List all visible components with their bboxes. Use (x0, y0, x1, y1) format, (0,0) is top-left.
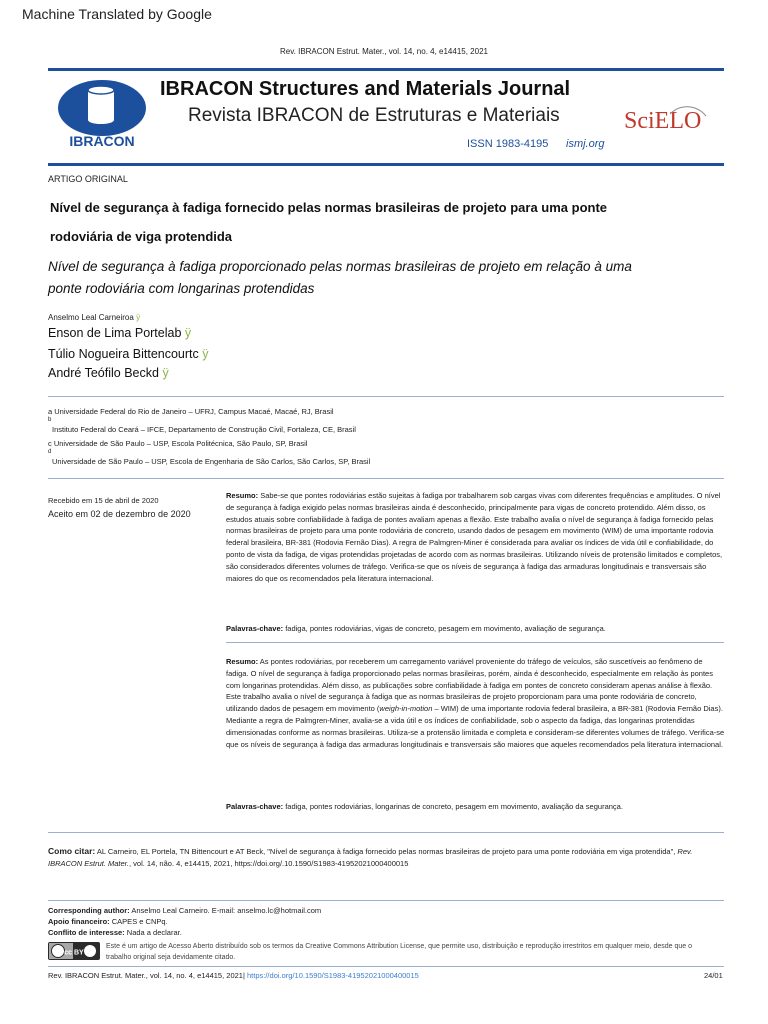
affiliation-b: Instituto Federal do Ceará – IFCE, Departamento de Construção Civil, Fortaleza, CE, Brasil (52, 425, 356, 434)
keywords-text: fadiga, pontes rodoviárias, longarinas de concreto, pesagem em movimento, avaliação da segurança. (285, 802, 623, 811)
keywords-text: fadiga, pontes rodoviárias, vigas de concreto, pesagem em movimento, avaliação de segurança. (285, 624, 606, 633)
ibracon-logo (56, 78, 148, 150)
journal-title: IBRACON Structures and Materials Journal (160, 78, 571, 100)
affiliation-d-mark: d (48, 449, 52, 455)
article-subtitle-line2: ponte rodoviária com longarinas protendidas (48, 281, 315, 296)
affiliation-b-mark: b (48, 417, 52, 423)
corresponding-author-label: Corresponding author: (48, 906, 130, 915)
how-to-cite (48, 846, 724, 869)
divider (48, 900, 724, 901)
affiliation-c: c Universidade de São Paulo – USP, Escola Politécnica, São Paulo, SP, Brasil (48, 439, 308, 448)
conflict-of-interest (48, 928, 182, 937)
journal-subtitle: Revista IBRACON de Estruturas e Materiais (188, 105, 560, 126)
creative-commons-icon[interactable] (48, 942, 100, 960)
abstract-text-emphasis: weigh-in-motion (379, 704, 433, 714)
page-footer-text: Rev. IBRACON Estrut. Mater., vol. 14, no. 4, e14415, 2021| (48, 971, 245, 980)
conflict-label: Conflito de interesse: (48, 928, 125, 937)
abstract-text-part2: – WIM) de uma importante rodovia federal brasileira, a BR-381 (Rodovia Fernão Dias). Mediante a regra de Palmgren-Miner, avalia-se a vida útil e os índices de confiabilidade, sob o aspecto da fadiga, das longarinas protendidas dimensionadas conforme as normas brasileiras. Utiliza-se a protensão limitada e completa e consideram-se diferentes volumes de tráfego. Verifica-se que os níveis de segurança à fadiga das armaduras longitudinais e transversais são maiores que aqueles recomendados pela literatura internacional. (226, 704, 725, 749)
section-label: ARTIGO ORIGINAL (48, 174, 128, 184)
abstract-label: Resumo: (226, 657, 259, 666)
divider (48, 832, 724, 833)
doi-link[interactable]: https://doi.org/10.1590/S1983-41952021000400015 (244, 971, 419, 980)
how-to-cite-text-part1: AL Carneiro, EL Portela, TN Bittencourt e AT Beck, "Nível de segurança à fadiga fornecido pelas normas brasileiras de projeto para uma ponte rodoviária em viga protendida", (96, 847, 678, 856)
license-text: Este é um artigo de Acesso Aberto distribuído sob os termos da Creative Commons Attribution License, que permite uso, distribuição e reprodução irrestritos em qualquer meio, desde que o trabalho original seja devidamente citado. (106, 943, 692, 961)
orcid-icon[interactable]: ÿ (202, 347, 209, 361)
page-footer-citation (48, 971, 419, 980)
divider (226, 642, 724, 643)
logo-wordmark: IBRACON (69, 133, 135, 149)
author-2-name: Enson de Lima Portelab (48, 326, 182, 340)
divider (48, 478, 724, 479)
abstract-label: Resumo: (226, 491, 259, 500)
journal-url-link[interactable]: ismj.org (566, 138, 605, 150)
conflict-text: Nada a declarar. (126, 928, 182, 937)
author-3 (48, 347, 209, 361)
orcid-icon[interactable]: ÿ (136, 313, 141, 322)
article-subtitle-line1: Nível de segurança à fadiga proporcionado pelas normas brasileiras de projeto em relação à uma (48, 259, 632, 274)
funding-text: CAPES e CNPq. (111, 917, 168, 926)
author-3-name: Túlio Nogueira Bittencourtc (48, 347, 199, 361)
corresponding-author-text: Anselmo Leal Carneiro. E-mail: anselmo.lc@hotmail.com (131, 906, 322, 915)
scielo-wordmark: SciELO (624, 108, 702, 134)
keywords-1 (226, 623, 726, 634)
abstract-text-part1: As pontes rodoviárias, por receberem um carregamento variável proveniente do tráfego de veículos, são suscetíveis ao fenômeno de fadiga. O nível de segurança à fadiga proporcionado pelas normas brasileiras, porém, ainda é desconhecido, especialmente em relação às pontes com longarinas protendidas. Além disso, as publicações sobre confiabilidade à fadiga em pontes de concreto consideram apenas análise à flexão. Este trabalho avalia o nível de segurança à fadiga que as normas brasileiras de projeto proporcionam para uma ponte rodoviária de concreto, utilizando dados de pesagem em movimento ( (226, 657, 713, 714)
author-4-name: André Teófilo Beckd (48, 366, 159, 380)
author-4 (48, 366, 169, 380)
how-to-cite-text-part2: , vol. 14, não. 4, e14415, 2021, https://doi.org/.10.1590/S1983-41952021000400015 (129, 858, 409, 868)
keywords-2 (226, 801, 726, 812)
affiliation-a: a Universidade Federal do Rio de Janeiro – UFRJ, Campus Macaé, Macaé, RJ, Brasil (48, 407, 334, 416)
article-title-line1: Nível de segurança à fadiga fornecido pelas normas brasileiras de projeto para uma ponte (50, 200, 608, 215)
cc-badge-text: cc BY (64, 949, 84, 957)
divider (48, 966, 724, 967)
corresponding-author (48, 906, 321, 915)
divider (48, 396, 724, 397)
how-to-cite-journal: Rev. IBRACON Estrut. Mater. (48, 847, 693, 868)
keywords-label: Palavras-chave: (226, 624, 284, 633)
author-1-name: Anselmo Leal Carneiroa (48, 313, 134, 322)
author-1 (48, 313, 140, 322)
keywords-label: Palavras-chave: (226, 802, 284, 811)
article-title (50, 193, 710, 251)
abstract-text: Sabe-se que pontes rodoviárias estão sujeitas à fadiga por trabalharem sob cargas vivas com diferentes frequências e amplitudes. O nível de segurança à fadiga exigido pelas normas brasileiras ainda é desconhecido, principalmente para vigas de concreto protendido. Além disso, os estudos atuais sobre confiabilidade à fadiga de pontes avaliam apenas a flexão. Este trabalho avalia o nível de segurança à fadiga fornecido pelas normas brasileiras de projeto para uma ponte rodoviária de concreto, usando dados de pesagem em movimento (WIM) de uma importante rodovia federal brasileira, BR-381 (Rodovia Fernão Dias). A regra de Palmgren-Miner é considerada para avaliar os índices de vida útil e confiabilidade, do ponto de vista da fadiga, de vigas protendidas projetadas de acordo com as normas brasileiras. Utilizando níveis de protensão limitados e completos, são considerados diferentes volumes de tráfego. Verifica-se que os níveis de segurança à fadiga das armaduras longitudinais e transversais são maiores do que os recomendados pela literatura internacional. (226, 491, 723, 583)
orcid-icon[interactable]: ÿ (184, 326, 192, 340)
orcid-icon[interactable]: ÿ (162, 366, 169, 380)
journal-issn: ISSN 1983-4195 (467, 138, 549, 150)
received-date: Recebido em 15 de abril de 2020 (48, 496, 159, 505)
funding (48, 917, 168, 926)
abstract-portuguese (226, 490, 726, 584)
article-subtitle (48, 256, 718, 300)
article-title-line2: rodoviária de viga protendida (50, 229, 233, 244)
running-header-citation: Rev. IBRACON Estrut. Mater., vol. 14, no. 4, e14415, 2021 (280, 47, 488, 56)
funding-label: Apoio financeiro: (48, 917, 110, 926)
abstract-translated (226, 656, 726, 750)
page-number: 24/01 (704, 971, 723, 980)
author-2 (48, 326, 191, 340)
accepted-date: Aceito em 02 de dezembro de 2020 (48, 509, 191, 519)
machine-translation-banner: Machine Translated by Google (22, 6, 212, 22)
affiliation-d: Universidade de São Paulo – USP, Escola de Engenharia de São Carlos, São Carlos, SP, Brasil (52, 457, 371, 466)
how-to-cite-label: Como citar: (48, 846, 96, 856)
scielo-logo (622, 96, 714, 146)
